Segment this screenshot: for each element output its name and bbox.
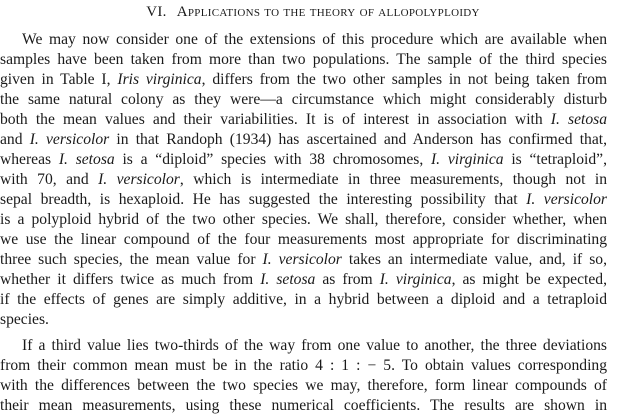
paragraph-line: [0, 110, 607, 130]
text-run: samples have been taken from more than two populations. The sample of the third species: [0, 51, 607, 68]
text-run: both the mean values and their variabilities. It is of interest in association with: [0, 111, 551, 128]
paragraph-line: [0, 150, 607, 170]
paragraph-line: [0, 210, 607, 230]
section-number: VI.: [146, 4, 167, 20]
paragraph-line: [0, 336, 607, 356]
paragraph-line: [0, 70, 607, 90]
italic-text: I. versicolor: [526, 191, 607, 208]
text-run: If a third value lies two-thirds of the way from one value to another, the three deviations: [22, 337, 607, 354]
text-run: species.: [0, 311, 49, 328]
paragraph-line: [0, 270, 607, 290]
text-run: whether it differs twice as much from: [0, 271, 261, 288]
text-run: takes an intermediate value, and, if so,: [341, 251, 608, 268]
text-run: we use the linear compound of the four measurements most appropriate for discriminating: [0, 231, 607, 248]
paragraph-line: [0, 356, 607, 376]
paragraph-line: [0, 396, 607, 416]
italic-text: Iris virginica: [117, 71, 202, 88]
text-run: is a “diploid” species with 38 chromosomes,: [114, 151, 431, 168]
text-run: given in Table I,: [0, 71, 118, 88]
paragraph-line: [0, 290, 607, 310]
text-run: in that Randoph (1934) has ascertained and Anderson has confirmed that,: [109, 131, 608, 148]
section-title: Applications to the theory of allopolyploidy: [176, 4, 480, 20]
text-run: three such species, the mean value for: [0, 251, 263, 268]
text-run: sepal breadth, is hexaploid. He has suggested the interesting possibility that: [0, 191, 527, 208]
text-run: and: [0, 131, 30, 148]
text-run: whereas: [0, 151, 59, 168]
italic-text: I. virginica: [379, 271, 452, 288]
italic-text: I. setosa: [550, 111, 608, 128]
text-run: is a polyploid hybrid of the two other species. We shall, therefore, consider whether, when: [0, 211, 607, 228]
text-run: with the differences between the two species we may, therefore, form linear compounds of: [0, 377, 607, 394]
paragraph-line: [0, 310, 607, 330]
paragraph-line: [0, 190, 607, 210]
text-run: as from: [315, 271, 380, 288]
italic-text: I. setosa: [260, 271, 316, 288]
paragraph-line: [0, 50, 607, 70]
paragraph-line: [0, 376, 607, 396]
text-run: We may now consider one of the extensions of this procedure which are available when: [22, 31, 607, 48]
italic-text: I. setosa: [58, 151, 115, 168]
section-heading: [0, 4, 626, 21]
text-run: if the effects of genes are simply additive, in a hybrid between a diploid and a tetraploid: [0, 291, 607, 308]
italic-text: I. virginica: [430, 151, 504, 168]
text-run: , differs from the two other samples in not being taken from: [201, 71, 608, 88]
text-run: with 70, and: [0, 171, 99, 188]
paragraph-line: [0, 30, 607, 50]
text-run: from their common mean must be in the ratio 4 : 1 : − 5. To obtain values corresponding: [0, 357, 607, 374]
text-run: , as might be expected,: [451, 271, 607, 288]
italic-text: I. versicolor: [98, 171, 180, 188]
text-run: the same natural colony as they were—a circumstance which might considerably disturb: [0, 91, 607, 108]
paragraph-line: [0, 170, 607, 190]
paragraph-line: [0, 130, 607, 150]
text-run: , which is intermediate in three measurements, though not in: [179, 171, 607, 188]
text-run: their mean measurements, using these numerical coefficients. The results are shown in: [0, 397, 607, 414]
italic-text: I. versicolor: [29, 131, 110, 148]
italic-text: I. versicolor: [262, 251, 342, 268]
text-run: is “tetraploid”,: [503, 151, 607, 168]
paragraph-line: [0, 230, 607, 250]
paragraph-line: [0, 90, 607, 110]
paragraph-line: [0, 250, 607, 270]
